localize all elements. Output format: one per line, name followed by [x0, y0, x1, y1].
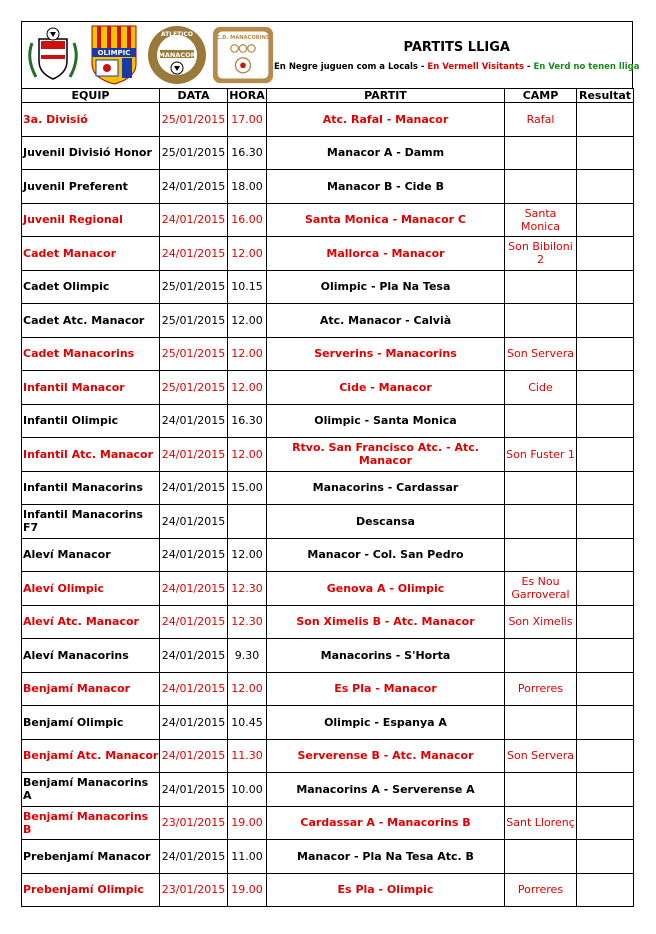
cell-hora: 18.00 [228, 170, 267, 204]
table-row [22, 639, 634, 673]
cell-equip: Prebenjamí Manacor [22, 840, 160, 874]
cell-camp: Es Nou Garroveral [505, 572, 577, 606]
table-row [22, 103, 634, 137]
table-row [22, 538, 634, 572]
sheet-header [21, 21, 640, 88]
cell-data: 24/01/2015 [160, 572, 228, 606]
cell-camp [505, 136, 577, 170]
cell-camp [505, 706, 577, 740]
cell-partit: Manacorins A - Serverense A [267, 773, 505, 807]
cell-data: 24/01/2015 [160, 170, 228, 204]
cell-partit: Serverins - Manacorins [267, 337, 505, 371]
cell-equip: Infantil Manacorins [22, 471, 160, 505]
table-row [22, 304, 634, 338]
cell-resultat [577, 170, 634, 204]
cell-camp [505, 505, 577, 539]
cell-camp: Son Servera [505, 739, 577, 773]
table-row [22, 773, 634, 807]
cell-equip: Benjamí Olimpic [22, 706, 160, 740]
cell-resultat [577, 337, 634, 371]
cell-resultat [577, 505, 634, 539]
cell-partit: Es Pla - Manacor [267, 672, 505, 706]
cell-equip: 3a. Divisió [22, 103, 160, 137]
cell-resultat [577, 404, 634, 438]
cell-data: 24/01/2015 [160, 404, 228, 438]
cell-data: 25/01/2015 [160, 270, 228, 304]
cell-resultat [577, 739, 634, 773]
cell-resultat [577, 538, 634, 572]
cell-hora: 12.00 [228, 337, 267, 371]
cell-equip: Infantil Manacor [22, 371, 160, 405]
table-row [22, 337, 634, 371]
svg-text:MANACOR: MANACOR [158, 51, 196, 59]
cell-partit: Santa Monica - Manacor C [267, 203, 505, 237]
cell-hora: 16.30 [228, 404, 267, 438]
cell-data: 24/01/2015 [160, 605, 228, 639]
cell-equip: Aleví Olimpic [22, 572, 160, 606]
legend-local: En Negre juguen com a Locals [274, 62, 418, 72]
cell-hora: 12.00 [228, 672, 267, 706]
cell-data: 24/01/2015 [160, 505, 228, 539]
cell-equip: Juvenil Regional [22, 203, 160, 237]
cell-camp: Son Servera [505, 337, 577, 371]
cell-partit: Mallorca - Manacor [267, 237, 505, 271]
cell-partit: Olimpic - Santa Monica [267, 404, 505, 438]
cell-hora: 12.00 [228, 538, 267, 572]
cell-partit: Olimpic - Pla Na Tesa [267, 270, 505, 304]
cell-camp [505, 404, 577, 438]
cell-camp: Santa Monica [505, 203, 577, 237]
cell-equip: Infantil Olimpic [22, 404, 160, 438]
cell-equip: Benjamí Manacorins A [22, 773, 160, 807]
cell-camp [505, 773, 577, 807]
cell-hora [228, 505, 267, 539]
table-row [22, 806, 634, 840]
cell-equip: Juvenil Divisió Honor [22, 136, 160, 170]
cell-partit: Manacorins - Cardassar [267, 471, 505, 505]
cell-equip: Aleví Atc. Manacor [22, 605, 160, 639]
cell-camp [505, 270, 577, 304]
title-area [274, 22, 639, 88]
atletico-manacor-crest-icon [146, 24, 208, 86]
svg-text:ATLETICO: ATLETICO [160, 31, 194, 38]
cell-data: 24/01/2015 [160, 672, 228, 706]
cell-data: 24/01/2015 [160, 639, 228, 673]
cell-equip: Benjamí Manacor [22, 672, 160, 706]
svg-text:OLIMPIC: OLIMPIC [97, 49, 131, 57]
cell-hora: 12.00 [228, 371, 267, 405]
cell-partit: Manacor A - Damm [267, 136, 505, 170]
table-row [22, 840, 634, 874]
cell-hora: 17.00 [228, 103, 267, 137]
cell-resultat [577, 237, 634, 271]
column-header-equip: EQUIP [22, 89, 160, 103]
cell-hora: 16.00 [228, 203, 267, 237]
cell-camp [505, 170, 577, 204]
cd-manacorins-crest-icon [212, 24, 274, 86]
table-row [22, 203, 634, 237]
cell-equip: Infantil Manacorins F7 [22, 505, 160, 539]
cell-camp: Sant Llorenç [505, 806, 577, 840]
cell-camp [505, 639, 577, 673]
cell-hora: 9.30 [228, 639, 267, 673]
cell-partit: Serverense B - Atc. Manacor [267, 739, 505, 773]
cell-data: 24/01/2015 [160, 706, 228, 740]
cell-resultat [577, 873, 634, 907]
cell-data: 24/01/2015 [160, 438, 228, 472]
cell-resultat [577, 840, 634, 874]
matches-table [21, 88, 634, 907]
cell-resultat [577, 471, 634, 505]
cell-camp: Porreres [505, 873, 577, 907]
cell-hora: 15.00 [228, 471, 267, 505]
table-row [22, 505, 634, 539]
cell-equip: Infantil Atc. Manacor [22, 438, 160, 472]
cell-hora: 11.30 [228, 739, 267, 773]
page-title: PARTITS LLIGA [403, 40, 510, 55]
color-legend [274, 62, 639, 72]
cell-equip: Aleví Manacorins [22, 639, 160, 673]
cell-data: 25/01/2015 [160, 103, 228, 137]
table-row [22, 672, 634, 706]
cell-partit: Manacor - Pla Na Tesa Atc. B [267, 840, 505, 874]
cell-data: 24/01/2015 [160, 538, 228, 572]
column-header-partit: PARTIT [267, 89, 505, 103]
table-row [22, 739, 634, 773]
cell-hora: 16.30 [228, 136, 267, 170]
table-body [22, 103, 634, 907]
cell-partit: Son Ximelis B - Atc. Manacor [267, 605, 505, 639]
cell-equip: Juvenil Preferent [22, 170, 160, 204]
cell-equip: Prebenjamí Olimpic [22, 873, 160, 907]
cell-data: 25/01/2015 [160, 304, 228, 338]
cell-equip: Cadet Manacor [22, 237, 160, 271]
legend-visitor: En Vermell Visitants [427, 62, 525, 72]
cell-partit: Atc. Rafal - Manacor [267, 103, 505, 137]
cell-data: 25/01/2015 [160, 337, 228, 371]
cell-resultat [577, 438, 634, 472]
table-row [22, 371, 634, 405]
cell-partit: Es Pla - Olimpic [267, 873, 505, 907]
column-header-data: DATA [160, 89, 228, 103]
cell-camp [505, 538, 577, 572]
cell-resultat [577, 605, 634, 639]
cell-hora: 19.00 [228, 806, 267, 840]
cell-camp [505, 304, 577, 338]
cell-partit: Cardassar A - Manacorins B [267, 806, 505, 840]
cell-equip: Benjamí Manacorins B [22, 806, 160, 840]
cell-data: 24/01/2015 [160, 471, 228, 505]
cell-partit: Genova A - Olimpic [267, 572, 505, 606]
cd-manacor-crest-icon [24, 24, 82, 86]
cell-resultat [577, 103, 634, 137]
column-header-camp: CAMP [505, 89, 577, 103]
cell-partit: Rtvo. San Francisco Atc. - Atc. Manacor [267, 438, 505, 472]
olimpic-manacor-crest-icon [86, 24, 142, 86]
cell-camp: Son Bibiloni 2 [505, 237, 577, 271]
cell-data: 25/01/2015 [160, 371, 228, 405]
cell-resultat [577, 304, 634, 338]
cell-data: 24/01/2015 [160, 739, 228, 773]
cell-data: 23/01/2015 [160, 873, 228, 907]
cell-partit: Descansa [267, 505, 505, 539]
table-row [22, 572, 634, 606]
cell-resultat [577, 639, 634, 673]
cell-camp: Son Ximelis [505, 605, 577, 639]
table-row [22, 605, 634, 639]
cell-equip: Cadet Olimpic [22, 270, 160, 304]
cell-data: 25/01/2015 [160, 136, 228, 170]
cell-resultat [577, 773, 634, 807]
table-row [22, 404, 634, 438]
cell-camp [505, 471, 577, 505]
svg-text:C.D. MANACORINS: C.D. MANACORINS [216, 35, 270, 42]
cell-equip: Aleví Manacor [22, 538, 160, 572]
cell-hora: 12.00 [228, 438, 267, 472]
cell-partit: Manacor - Col. San Pedro [267, 538, 505, 572]
column-header-hora: HORA [229, 88, 265, 102]
cell-hora: 10.45 [228, 706, 267, 740]
cell-resultat [577, 371, 634, 405]
club-logos [22, 22, 274, 88]
cell-data: 24/01/2015 [160, 773, 228, 807]
schedule-sheet [21, 21, 640, 907]
cell-equip: Benjamí Atc. Manacor [22, 739, 160, 773]
legend-no-league: En Verd no tenen lliga [533, 62, 640, 72]
table-row [22, 136, 634, 170]
cell-partit: Manacor B - Cide B [267, 170, 505, 204]
cell-resultat [577, 706, 634, 740]
cell-camp [505, 840, 577, 874]
cell-equip: Cadet Manacorins [22, 337, 160, 371]
cell-resultat [577, 572, 634, 606]
cell-data: 23/01/2015 [160, 806, 228, 840]
cell-hora: 12.30 [228, 572, 267, 606]
cell-hora: 11.00 [228, 840, 267, 874]
cell-partit: Atc. Manacor - Calvià [267, 304, 505, 338]
legend-separator: - [524, 62, 534, 72]
cell-hora: 12.00 [228, 237, 267, 271]
table-row [22, 170, 634, 204]
table-row [22, 237, 634, 271]
cell-camp: Rafal [505, 103, 577, 137]
table-row [22, 471, 634, 505]
legend-separator: - [417, 62, 428, 72]
cell-data: 24/01/2015 [160, 203, 228, 237]
cell-resultat [577, 672, 634, 706]
cell-partit: Cide - Manacor [267, 371, 505, 405]
cell-equip: Cadet Atc. Manacor [22, 304, 160, 338]
cell-resultat [577, 270, 634, 304]
table-row [22, 706, 634, 740]
table-row [22, 873, 634, 907]
cell-hora: 12.00 [228, 304, 267, 338]
table-header-row [22, 89, 634, 103]
cell-camp: Porreres [505, 672, 577, 706]
cell-camp: Son Fuster 1 [505, 438, 577, 472]
cell-camp: Cide [505, 371, 577, 405]
cell-partit: Olimpic - Espanya A [267, 706, 505, 740]
table-row [22, 270, 634, 304]
column-header-resultat: Resultat [577, 89, 634, 103]
table-row [22, 438, 634, 472]
cell-data: 24/01/2015 [160, 840, 228, 874]
cell-resultat [577, 203, 634, 237]
cell-hora: 10.00 [228, 773, 267, 807]
cell-hora: 19.00 [228, 873, 267, 907]
cell-resultat [577, 136, 634, 170]
cell-hora: 12.30 [228, 605, 267, 639]
cell-data: 24/01/2015 [160, 237, 228, 271]
cell-partit: Manacorins - S'Horta [267, 639, 505, 673]
cell-resultat [577, 806, 634, 840]
cell-hora: 10.15 [228, 270, 267, 304]
